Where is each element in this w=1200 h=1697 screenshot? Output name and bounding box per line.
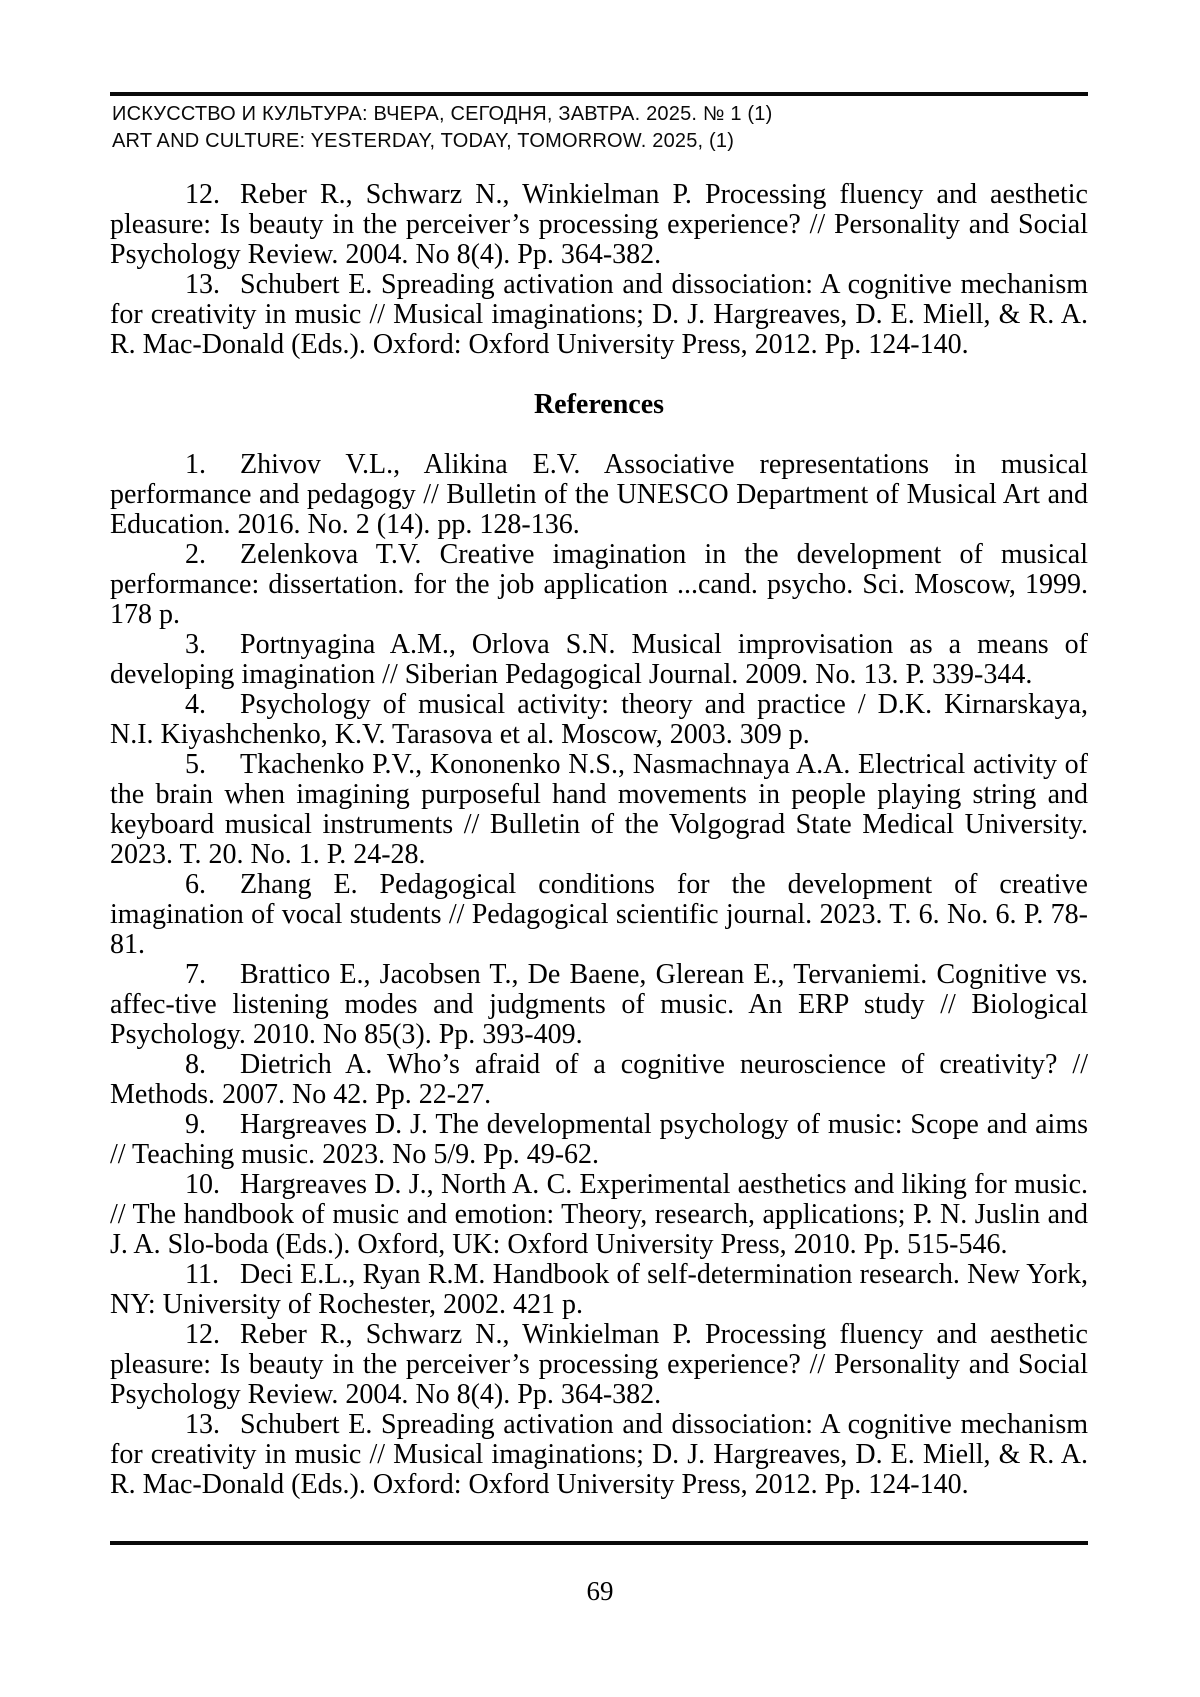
reference-number: 2. [185,539,206,570]
reference-number: 1. [185,449,206,480]
running-header [112,101,1090,155]
reference-number: 11. [185,1259,219,1290]
reference-text: Dietrich A. Who’s afraid of a cognitive neuroscience of creativity? // Methods. 2007. No 42. Pp. 22-27. [110,1049,1088,1110]
reference-number: 8. [185,1049,206,1080]
references-heading: References [533,389,665,420]
reference-number: 13. [185,1409,220,1440]
reference-number: 9. [185,1109,206,1140]
journal-title-ru: ИСКУССТВО И КУЛЬТУРА: ВЧЕРА, СЕГОДНЯ, ЗАВТРА. 2025. № 1 (1) [112,103,773,125]
reference-number: 6. [185,869,206,900]
page-number: 69 [586,1576,614,1606]
reference-number: 13. [185,269,220,300]
reference-text: Hargreaves D. J., North A. C. Experimental aesthetics and liking for music. // The handbook of music and emotion: Theory, research, applications; P. N. Juslin and J. A. Slo-boda (Eds.). Oxford, UK: Oxford University Press, 2010. Pp. 515-546. [110,1169,1088,1260]
journal-title-en: ART AND CULTURE: YESTERDAY, TODAY, TOMORROW. 2025, (1) [112,130,735,152]
reference-entry [110,960,1088,1050]
reference-entry [110,750,1088,870]
header-divider [110,92,1088,96]
reference-entry [110,1170,1088,1260]
reference-entry [110,450,1088,540]
reference-entry [110,180,1088,270]
reference-number: 3. [185,629,206,660]
reference-entry [110,870,1088,960]
reference-text: Zhang E. Pedagogical conditions for the development of creative imagination of vocal students // Pedagogical scientific journal. 2023. T. 6. No. 6. P. 78-81. [110,869,1088,960]
reference-entry [110,1110,1088,1170]
reference-number: 7. [185,959,206,990]
reference-number: 4. [185,689,206,720]
reference-text: Zhivov V.L., Alikina E.V. Associative representations in musical performance and pedagogy // Bulletin of the UNESCO Department of Musical Art and Education. 2016. No. 2 (14). pp. 128-136. [110,449,1088,540]
reference-text: Tkachenko P.V., Kononenko N.S., Nasmachnaya A.A. Electrical activity of the brain when imagining purposeful hand movements in people playing string and keyboard musical instruments // Bulletin of the Volgograd State Medical University. 2023. T. 20. No. 1. P. 24-28. [110,749,1088,870]
reference-entry [110,690,1088,750]
reference-entry [110,1050,1088,1110]
reference-text: Deci E.L., Ryan R.M. Handbook of self-determination research. New York, NY: University of Rochester, 2002. 421 p. [110,1259,1088,1320]
reference-text: Brattico E., Jacobsen T., De Baene, Glerean E., Tervaniemi. Cognitive vs. affec-tive listening modes and judgments of music. An ERP study // Biological Psychology. 2010. No 85(3). Pp. 393-409. [110,959,1088,1050]
reference-entry [110,1410,1088,1500]
reference-entry [110,630,1088,690]
reference-text: Zelenkova T.V. Creative imagination in the development of musical performance: dissertation. for the job application ...cand. psycho. Sci. Moscow, 1999. 178 p. [110,539,1088,630]
reference-text: Schubert E. Spreading activation and dissociation: A cognitive mechanism for creativity in music // Musical imaginations; D. J. Hargreaves, D. E. Miell, & R. A. R. Mac-Donald (Eds.). Oxford: Oxford University Press, 2012. Pp. 124-140. [110,269,1088,360]
reference-entry [110,1320,1088,1410]
reference-number: 12. [185,1319,220,1350]
reference-text: Hargreaves D. J. The developmental psychology of music: Scope and aims // Teaching music. 2023. No 5/9. Pp. 49-62. [110,1109,1088,1170]
reference-entry [110,270,1088,360]
reference-text: Reber R., Schwarz N., Winkielman P. Processing fluency and aesthetic pleasure: Is beauty in the perceiver’s processing experience? // Personality and Social Psychology Review. 2004. No 8(4). Pp. 364-382. [110,179,1088,270]
page-content [110,180,1088,1500]
reference-text: Psychology of musical activity: theory and practice / D.K. Kirnarskaya, N.I. Kiyashchenko, K.V. Tarasova et al. Moscow, 2003. 309 p. [110,689,1088,750]
reference-text: Portnyagina A.M., Orlova S.N. Musical improvisation as a means of developing imagination // Siberian Pedagogical Journal. 2009. No. 13. P. 339-344. [110,629,1088,690]
reference-entry [110,1260,1088,1320]
reference-number: 12. [185,179,220,210]
reference-entry [110,540,1088,630]
reference-text: Reber R., Schwarz N., Winkielman P. Processing fluency and aesthetic pleasure: Is beauty in the perceiver’s processing experience? // Personality and Social Psychology Review. 2004. No 8(4). Pp. 364-382. [110,1319,1088,1410]
reference-text: Schubert E. Spreading activation and dissociation: A cognitive mechanism for creativity in music // Musical imaginations; D. J. Hargreaves, D. E. Miell, & R. A. R. Mac-Donald (Eds.). Oxford: Oxford University Press, 2012. Pp. 124-140. [110,1409,1088,1500]
reference-number: 10. [185,1169,220,1200]
footer-divider [110,1541,1088,1545]
reference-number: 5. [185,749,206,780]
